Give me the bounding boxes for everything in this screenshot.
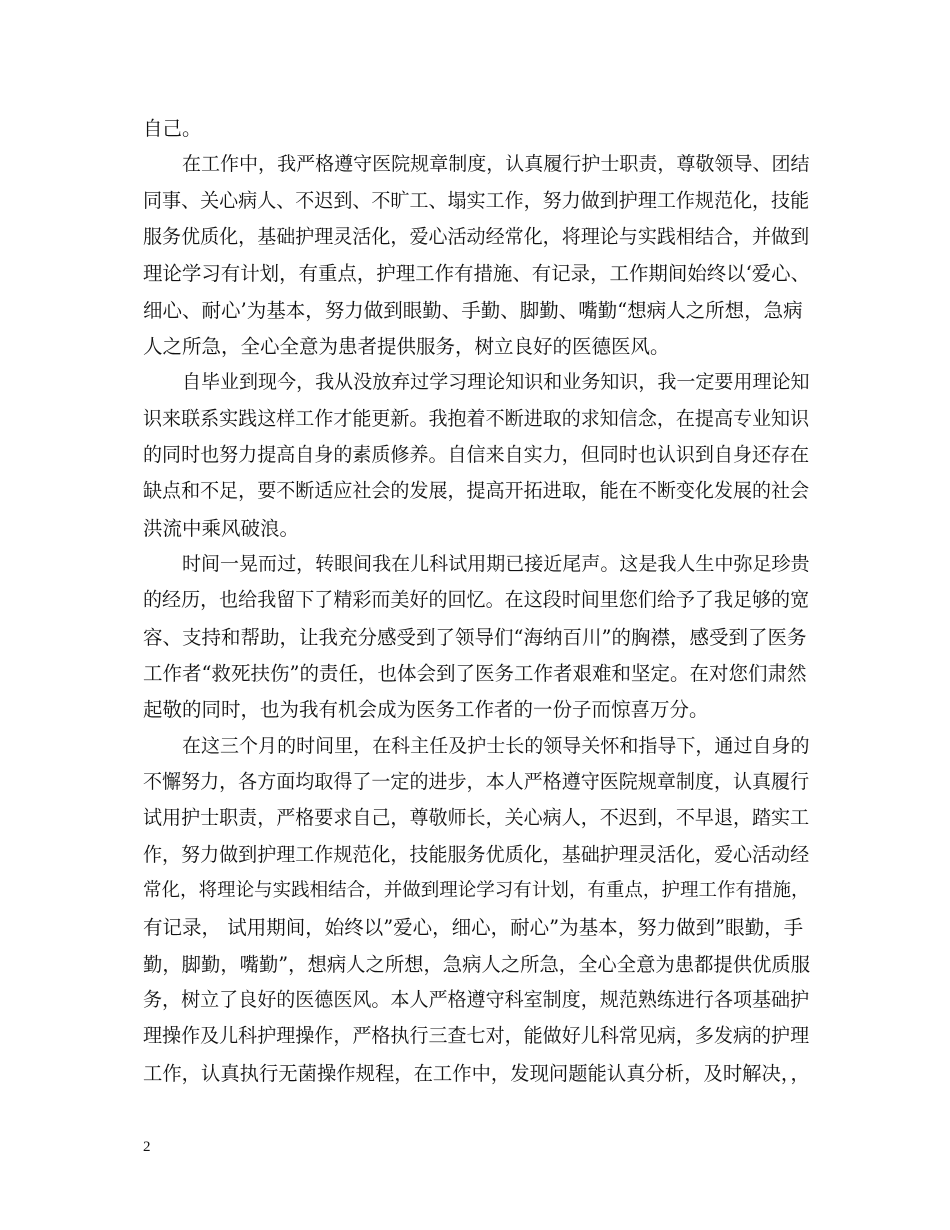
paragraph-first-line: 在工作中，我严格遵守医院规章制度，认真履行护士职责，尊敬领导、团结	[182, 153, 810, 175]
text-line: 试用护士职责，严格要求自己，尊敬师长，关心病人，不迟到，不早退，踏实工	[143, 807, 810, 829]
text-line: 识来联系实践这样工作才能更新。我抱着不断进取的求知信念，在提高专业知识	[143, 408, 810, 430]
text-line: 工作者“救死扶伤”的责任，也体会到了医务工作者艰难和坚定。在对您们肃然	[143, 662, 807, 685]
text-line: 理操作及儿科护理操作，严格执行三查七对，能做好儿科常见病，多发病的护理	[143, 1025, 810, 1047]
paragraph-first-line: 在这三个月的时间里，在科主任及护士长的领导关怀和指导下，通过自身的	[182, 735, 810, 757]
text-line: 务，树立了良好的医德医风。本人严格遵守科室制度，规范熟练进行各项基础护	[143, 989, 810, 1011]
page-number: 2	[143, 1139, 151, 1155]
text-line: 不懈努力，各方面均取得了一定的进步，本人严格遵守医院规章制度，认真履行	[143, 771, 810, 793]
text-line: 常化，将理论与实践相结合，并做到理论学习有计划，有重点，护理工作有措施，	[143, 880, 810, 901]
text-line: 勤，脚勤，嘴勤”，想病人之所想，急病人之所急，全心全意为患都提供优质服	[143, 953, 811, 976]
paragraph-first-line: 时间一晃而过，转眼间我在儿科试用期已接近尾声。这是我人生中弥足珍贵	[182, 553, 810, 575]
text-line: 自己。	[143, 117, 202, 140]
text-line: 的经历，也给我留下了精彩而美好的回忆。在这段时间里您们给予了我足够的宽	[143, 589, 810, 611]
text-line: 的同时也努力提高自身的素质修养。自信来自实力，但同时也认识到自身还存在	[143, 444, 810, 466]
text-line: 工作，认真执行无菌操作规程，在工作中，发现问题能认真分析，及时解决，，	[143, 1062, 810, 1085]
text-line: 容、支持和帮助，让我充分感受到了领导们“海纳百川”的胸襟，感受到了医务	[143, 626, 807, 649]
text-line: 有记录， 试用期间，始终以”爱心，细心，耐心”为基本，努力做到”眼勤，手	[143, 916, 804, 939]
text-line: 细心、耐心’为基本，努力做到眼勤、手勤、脚勤、嘴勤“想病人之所想，急病	[143, 299, 803, 322]
paragraph-first-line: 自毕业到现今，我从没放弃过学习理论知识和业务知识，我一定要用理论知	[182, 371, 810, 393]
text-line: 起敬的同时，也为我有机会成为医务工作者的一份子而惊喜万分。	[143, 698, 709, 721]
text-line: 人之所急，全心全意为患者提供服务，树立良好的医德医风。	[143, 335, 670, 358]
text-line: 同事、关心病人、不迟到、不旷工、塌实工作，努力做到护理工作规范化，技能	[143, 190, 810, 212]
text-line: 服务优质化，基础护理灵活化，爱心活动经常化，将理论与实践相结合，并做到	[143, 226, 810, 248]
text-line: 理论学习有计划，有重点，护理工作有措施、有记录，工作期间始终以‘爱心、	[143, 262, 811, 285]
text-line: 洪流中乘风破浪。	[143, 517, 300, 540]
text-line: 作，努力做到护理工作规范化，技能服务优质化，基础护理灵活化，爱心活动经	[143, 844, 810, 866]
text-line: 缺点和不足，要不断适应社会的发展，提高开拓进取，能在不断变化发展的社会	[143, 480, 810, 502]
